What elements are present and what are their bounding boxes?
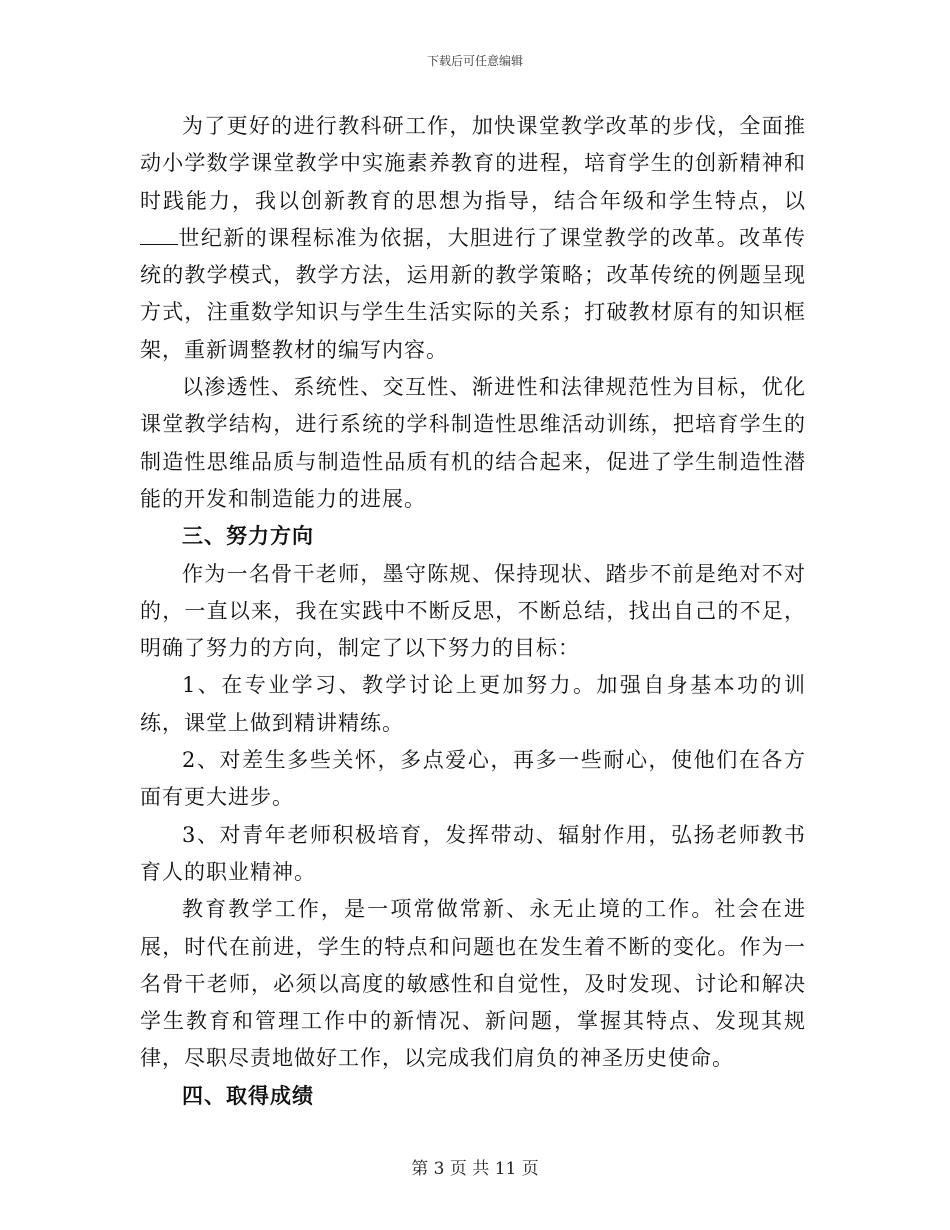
paragraph-text: 为了更好的进行教科研工作，加快课堂教学改革的步伐，全面推动小学数学课堂教学中实施素养教育的进程，培育学生的创新精神和时践能力，我以创新教育的思想为指导，结合年级和学生特点，以 xyxy=(140,114,806,213)
page-number-footer: 第 3 页 共 11 页 xyxy=(411,1159,539,1179)
paragraph-text: 世纪新的课程标准为依据，大胆进行了课堂教学的改革。改革传统的教学模式，教学方法，运用新的教学策略；改革传统的例题呈现方式，注重数学知识与学生生活实际的关系；打破教材原有的知识框架，重新调整教材的编写内容。 xyxy=(140,225,806,362)
paragraph-conclusion: 教育教学工作，是一项常做常新、永无止境的工作。社会在进展，时代在前进，学生的特点和问题也在发生着不断的变化。作为一名骨干老师，必须以高度的敏感性和自觉性，及时发现、讨论和解决学生教育和管理工作中的新情况、新问题，掌握其特点、发现其规律，尽职尽责地做好工作，以完成我们肩负的神圣历史使命。 xyxy=(140,897,806,1071)
page-header: 下载后可任意编辑 xyxy=(426,54,523,68)
list-item-goal-3: 3、对青年老师积极培育，发挥带动、辐射作用，弘扬老师教书育人的职业精神。 xyxy=(140,822,806,884)
paragraph-direction-intro: 作为一名骨干老师，墨守陈规、保持现状、踏步不前是绝对不对的，一直以来，我在实践中不断反思，不断总结，找出自己的不足，明确了努力的方向，制定了以下努力的目标： xyxy=(140,561,806,661)
document-body xyxy=(140,108,806,1115)
paragraph-creative-thinking: 以渗透性、系统性、交互性、渐进性和法律规范性为目标，优化课堂教学结构，进行系统的学科制造性思维活动训练，把培育学生的制造性思维品质与制造性品质有机的结合起来，促进了学生制造性潜能的开发和制造能力的进展。 xyxy=(140,375,806,511)
list-item-goal-2: 2、对差生多些关怀，多点爱心，再多一些耐心，使他们在各方面有更大进步。 xyxy=(140,748,806,810)
section-heading-achievements: 四、取得成绩 xyxy=(182,1083,314,1108)
fill-in-blank xyxy=(140,226,178,245)
paragraph-teaching-reform xyxy=(140,108,806,369)
list-item-goal-1: 1、在专业学习、教学讨论上更加努力。加强自身基本功的训练，课堂上做到精讲精练。 xyxy=(140,673,806,735)
section-heading-direction: 三、努力方向 xyxy=(182,524,314,549)
